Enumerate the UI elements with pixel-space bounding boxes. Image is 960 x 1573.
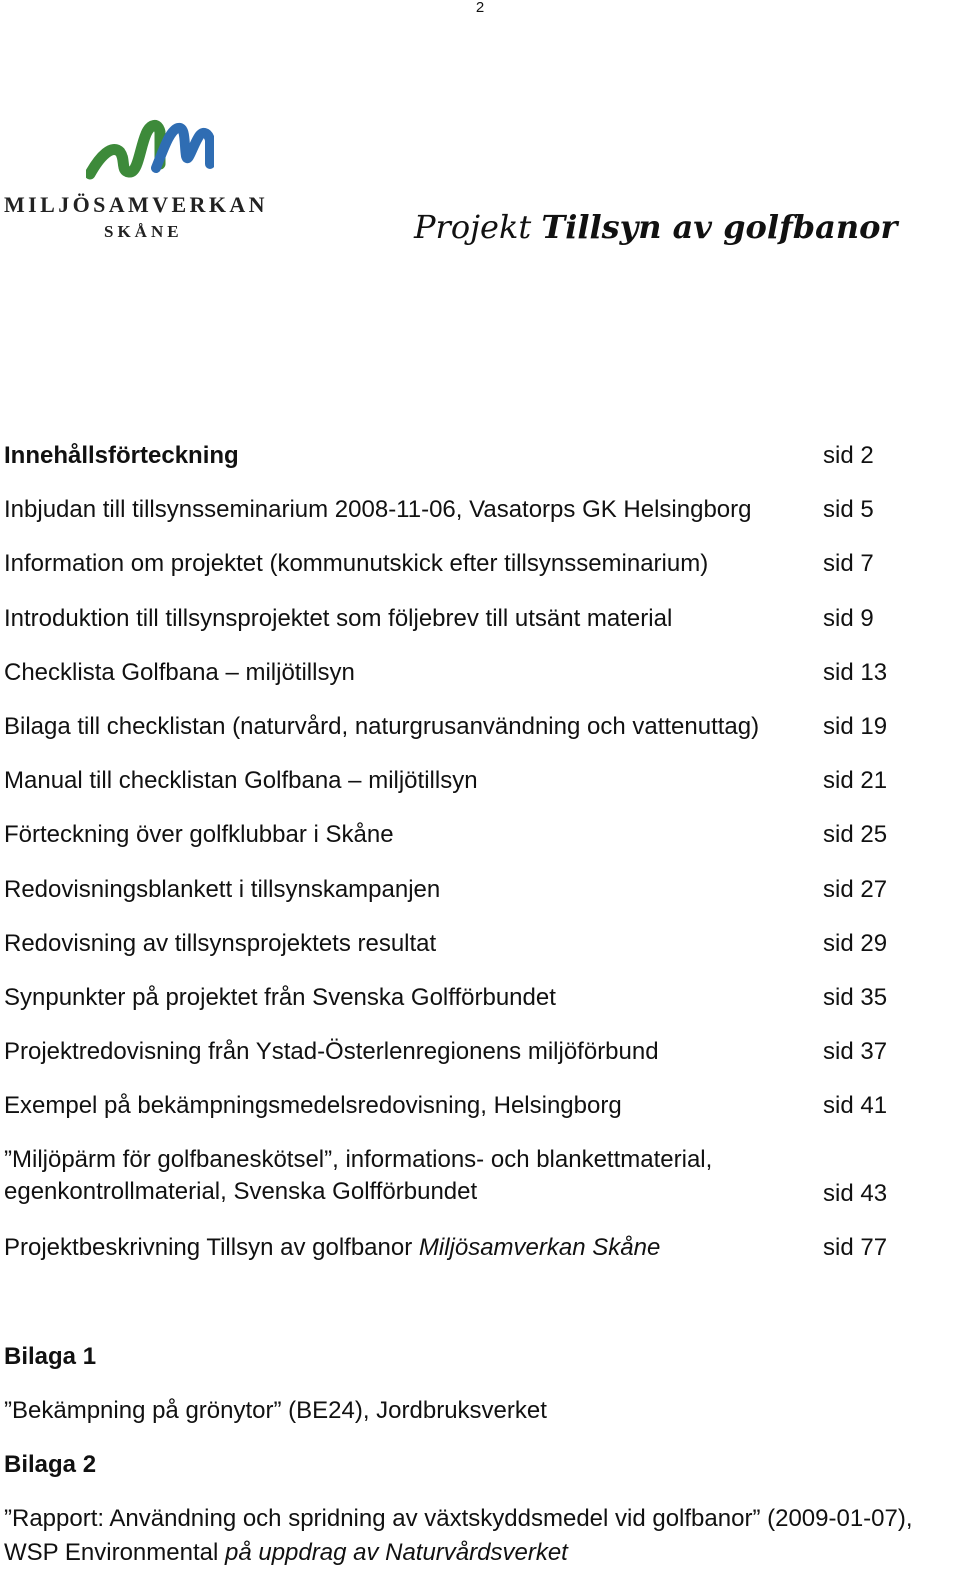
toc-item — [4, 657, 944, 711]
toc-item — [4, 982, 944, 1036]
toc-item-page: sid 37 — [823, 1038, 888, 1066]
toc-item-multiline — [4, 1144, 944, 1232]
toc-item-page: sid 9 — [823, 604, 874, 632]
bilaga1-heading: Bilaga 1 — [4, 1343, 97, 1370]
page-number: 2 — [475, 0, 485, 16]
bilaga2-line2-italic: på uppdrag av Naturvårdsverket — [224, 1539, 568, 1566]
toc-item-label-italic: Miljösamverkan Skåne — [418, 1234, 661, 1262]
bilaga1-text: ”Bekämpning på grönytor” (BE24), Jordbruksverket — [4, 1397, 547, 1424]
toc-item — [4, 819, 944, 873]
toc-item — [4, 711, 944, 765]
toc-item-page: sid 7 — [823, 550, 874, 578]
toc-item — [4, 494, 944, 548]
toc-item-label: Förteckning över golfklubbar i Skåne — [4, 821, 394, 849]
toc-item — [4, 548, 944, 602]
toc-item-page: sid 19 — [823, 712, 888, 740]
project-title — [414, 208, 897, 246]
toc-item-label: Checklista Golfbana – miljötillsyn — [4, 658, 355, 686]
miljosamverkan-logo — [4, 118, 294, 248]
toc-item — [4, 1090, 944, 1144]
logo-text-line1: MILJÖSAMVERKAN — [4, 192, 268, 217]
toc-item-label-prefix: Projektbeskrivning Tillsyn av golfbanor — [4, 1234, 419, 1262]
toc-item-label-line1: ”Miljöpärm för golfbaneskötsel”, informations- och blankettmaterial, — [4, 1146, 713, 1174]
toc-item-label: Introduktion till tillsynsprojektet som följebrev till utsänt material — [4, 604, 673, 632]
toc-item-label-line2: egenkontrollmaterial, Svenska Golfförbundet — [4, 1178, 478, 1206]
toc-item — [4, 874, 944, 928]
toc-heading-row — [4, 440, 944, 494]
toc-item — [4, 603, 944, 657]
logo-wave-icon — [86, 118, 214, 180]
toc-item-page: sid 27 — [823, 875, 888, 903]
toc-item-label: Inbjudan till tillsynsseminarium 2008-11-06, Vasatorps GK Helsingborg — [4, 496, 752, 524]
toc-item-label: Information om projektet (kommunutskick efter tillsynsseminarium) — [4, 550, 709, 578]
toc-item — [4, 765, 944, 819]
toc-item-label: Redovisning av tillsynsprojektets resultat — [4, 929, 437, 957]
toc-item-label: Projektredovisning från Ystad-Österlenregionens miljöförbund — [4, 1038, 659, 1066]
toc-item-label: Exempel på bekämpningsmedelsredovisning, Helsingborg — [4, 1092, 622, 1120]
toc-item-label: Redovisningsblankett i tillsynskampanjen — [4, 875, 441, 903]
toc-item — [4, 1036, 944, 1090]
toc-item-page: sid 41 — [823, 1092, 888, 1120]
toc-item — [4, 928, 944, 982]
project-title-name: Tillsyn av golfbanor — [541, 208, 898, 246]
bilaga2-text-line2 — [4, 1536, 568, 1570]
toc-item-label: Bilaga till checklistan (naturvård, naturgrusanvändning och vattenuttag) — [4, 712, 760, 740]
toc-item-page: sid 77 — [823, 1234, 888, 1262]
table-of-contents — [4, 440, 944, 1287]
toc-item-page: sid 5 — [823, 496, 874, 524]
bilaga2-heading: Bilaga 2 — [4, 1451, 97, 1478]
toc-item-page: sid 43 — [823, 1180, 888, 1208]
toc-item-page: sid 25 — [823, 821, 888, 849]
toc-item-label: Synpunkter på projektet från Svenska Golfförbundet — [4, 983, 556, 1011]
logo-text-line2: SKÅNE — [104, 222, 183, 241]
project-title-prefix: Projekt — [414, 208, 532, 246]
toc-item-label — [4, 1232, 660, 1264]
toc-item-label: Manual till checklistan Golfbana – miljötillsyn — [4, 767, 478, 795]
bilaga2-text-line1: ”Rapport: Användning och spridning av växtskyddsmedel vid golfbanor” (2009-01-07), — [4, 1505, 913, 1532]
bilaga2-line2-prefix: WSP Environmental — [4, 1539, 225, 1566]
toc-item-page: sid 35 — [823, 983, 888, 1011]
toc-heading-page: sid 2 — [823, 442, 874, 469]
toc-item — [4, 1232, 944, 1286]
toc-item-page: sid 29 — [823, 929, 888, 957]
toc-item-label — [4, 1144, 712, 1208]
toc-heading: Innehållsförteckning — [4, 442, 239, 469]
toc-item-page: sid 13 — [823, 658, 888, 686]
toc-item-page: sid 21 — [823, 767, 888, 795]
